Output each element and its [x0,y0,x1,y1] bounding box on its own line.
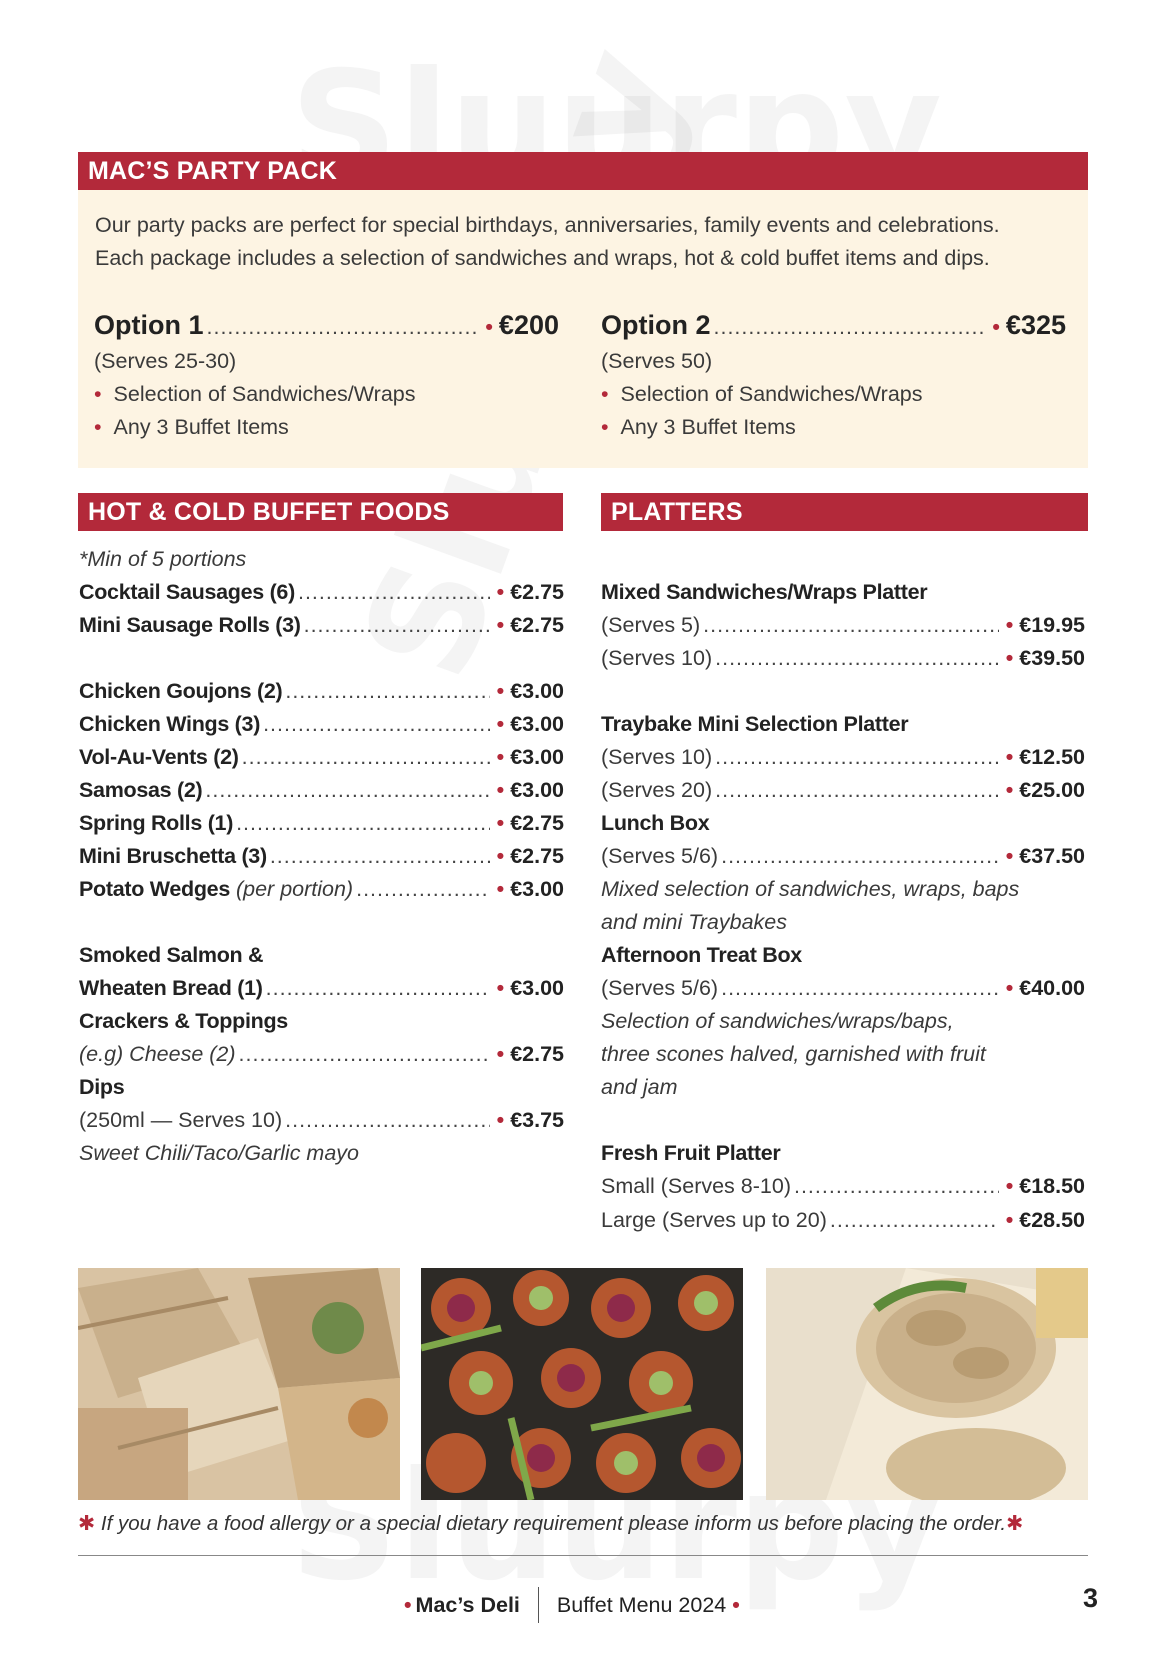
crackers-title: Crackers & Toppings [79,1009,288,1033]
option-name: Option 2 [601,310,711,340]
dips-note: Sweet Chili/Taco/Garlic mayo [79,1141,360,1165]
platter-row: (Serves 5/6) ..... • €37.50 [601,840,1085,873]
salmon-title: Smoked Salmon & [79,943,264,967]
footer-separator [538,1587,539,1623]
platter-row: Large (Serves up to 20) ..... • €28.50 [601,1204,1085,1237]
menu-item: Spring Rolls (1) ..... • €2.75 [79,807,564,840]
menu-item: Vol-Au-Vents (2) ..... • €3.00 [79,741,564,774]
menu-item: Wheaten Bread (1) ..... • €3.00 [79,972,564,1005]
buffet-note: *Min of 5 portions [79,547,247,571]
sandwich-photo [78,1268,400,1500]
platters-header: PLATTERS [601,493,1088,531]
bullet-dot: • [485,315,493,339]
option-serves: (Serves 25-30) [94,349,237,373]
footer-brand: Mac’s Deli [415,1592,520,1617]
party-pack-header: MAC’S PARTY PACK [78,152,1088,190]
bruschetta-photo [421,1268,743,1500]
platter-row: (Serves 10) ..... • €12.50 [601,741,1085,774]
bullet-dot: • [992,315,1000,339]
footer-divider [78,1555,1088,1556]
leader-dots [207,307,479,347]
buffet-header: HOT & COLD BUFFET FOODS [78,493,563,531]
platter-title: Mixed Sandwiches/Wraps Platter [601,580,928,604]
platter-desc: and mini Traybakes [601,910,788,934]
party-intro-line-2: Each package includes a selection of sandwiches and wraps, hot & cold buffet items and dips. [95,246,990,270]
option-name: Option 1 [94,310,204,340]
menu-item: (250ml — Serves 10) ..... • €3.75 [79,1104,564,1137]
option-serves: (Serves 50) [601,349,713,373]
option-item: • Any 3 Buffet Items [94,415,289,439]
menu-item: Potato Wedges (per portion) ..... • €3.00 [79,873,564,906]
party-option-1 [94,305,559,444]
option-price: €200 [498,310,559,340]
option-item: • Selection of Sandwiches/Wraps [601,382,923,406]
platter-title: Traybake Mini Selection Platter [601,712,909,736]
menu-item: Samosas (2) ..... • €3.00 [79,774,564,807]
platter-desc: Selection of sandwiches/wraps/baps, [601,1009,954,1033]
footer: • Mac’s Deli Buffet Menu 2024 • [404,1587,740,1623]
party-intro-line-1: Our party packs are perfect for special birthdays, anniversaries, family events and celebrations. [95,213,1000,237]
platter-row: (Serves 5/6) ..... • €40.00 [601,972,1085,1005]
platter-title: Fresh Fruit Platter [601,1141,781,1165]
option-item: • Any 3 Buffet Items [601,415,796,439]
platter-row: (Serves 10) ..... • €39.50 [601,642,1085,675]
dips-title: Dips [79,1075,125,1099]
allergy-note: ✱ If you have a food allergy or a special dietary requirement please inform us before placing the order.✱ [78,1512,1024,1535]
party-option-2 [601,305,1066,444]
platter-desc: and jam [601,1075,678,1099]
menu-item: (e.g) Cheese (2) ..... • €2.75 [79,1038,564,1071]
footer-title: Buffet Menu 2024 [556,1592,727,1617]
menu-item: Chicken Wings (3) ..... • €3.00 [79,708,564,741]
platter-desc: three scones halved, garnished with fruit [601,1042,986,1066]
menu-item: Mini Sausage Rolls (3) ..... • €2.75 [79,609,564,642]
platter-row: Small (Serves 8-10) ..... • €18.50 [601,1170,1085,1203]
platter-row: (Serves 20) ..... • €25.00 [601,774,1085,807]
page-number: 3 [1083,1583,1099,1613]
option-item: • Selection of Sandwiches/Wraps [94,382,416,406]
platter-title: Lunch Box [601,811,710,835]
menu-item: Mini Bruschetta (3) ..... • €2.75 [79,840,564,873]
platter-desc: Mixed selection of sandwiches, wraps, baps [601,877,1020,901]
wrap-photo [766,1268,1088,1500]
menu-item: Chicken Goujons (2) ..... • €3.00 [79,675,564,708]
platter-row: (Serves 5) ..... • €19.95 [601,609,1085,642]
menu-item: Cocktail Sausages (6) ..... • €2.75 [79,576,564,609]
option-price: €325 [1005,310,1066,340]
leader-dots [714,307,986,347]
platter-title: Afternoon Treat Box [601,943,802,967]
